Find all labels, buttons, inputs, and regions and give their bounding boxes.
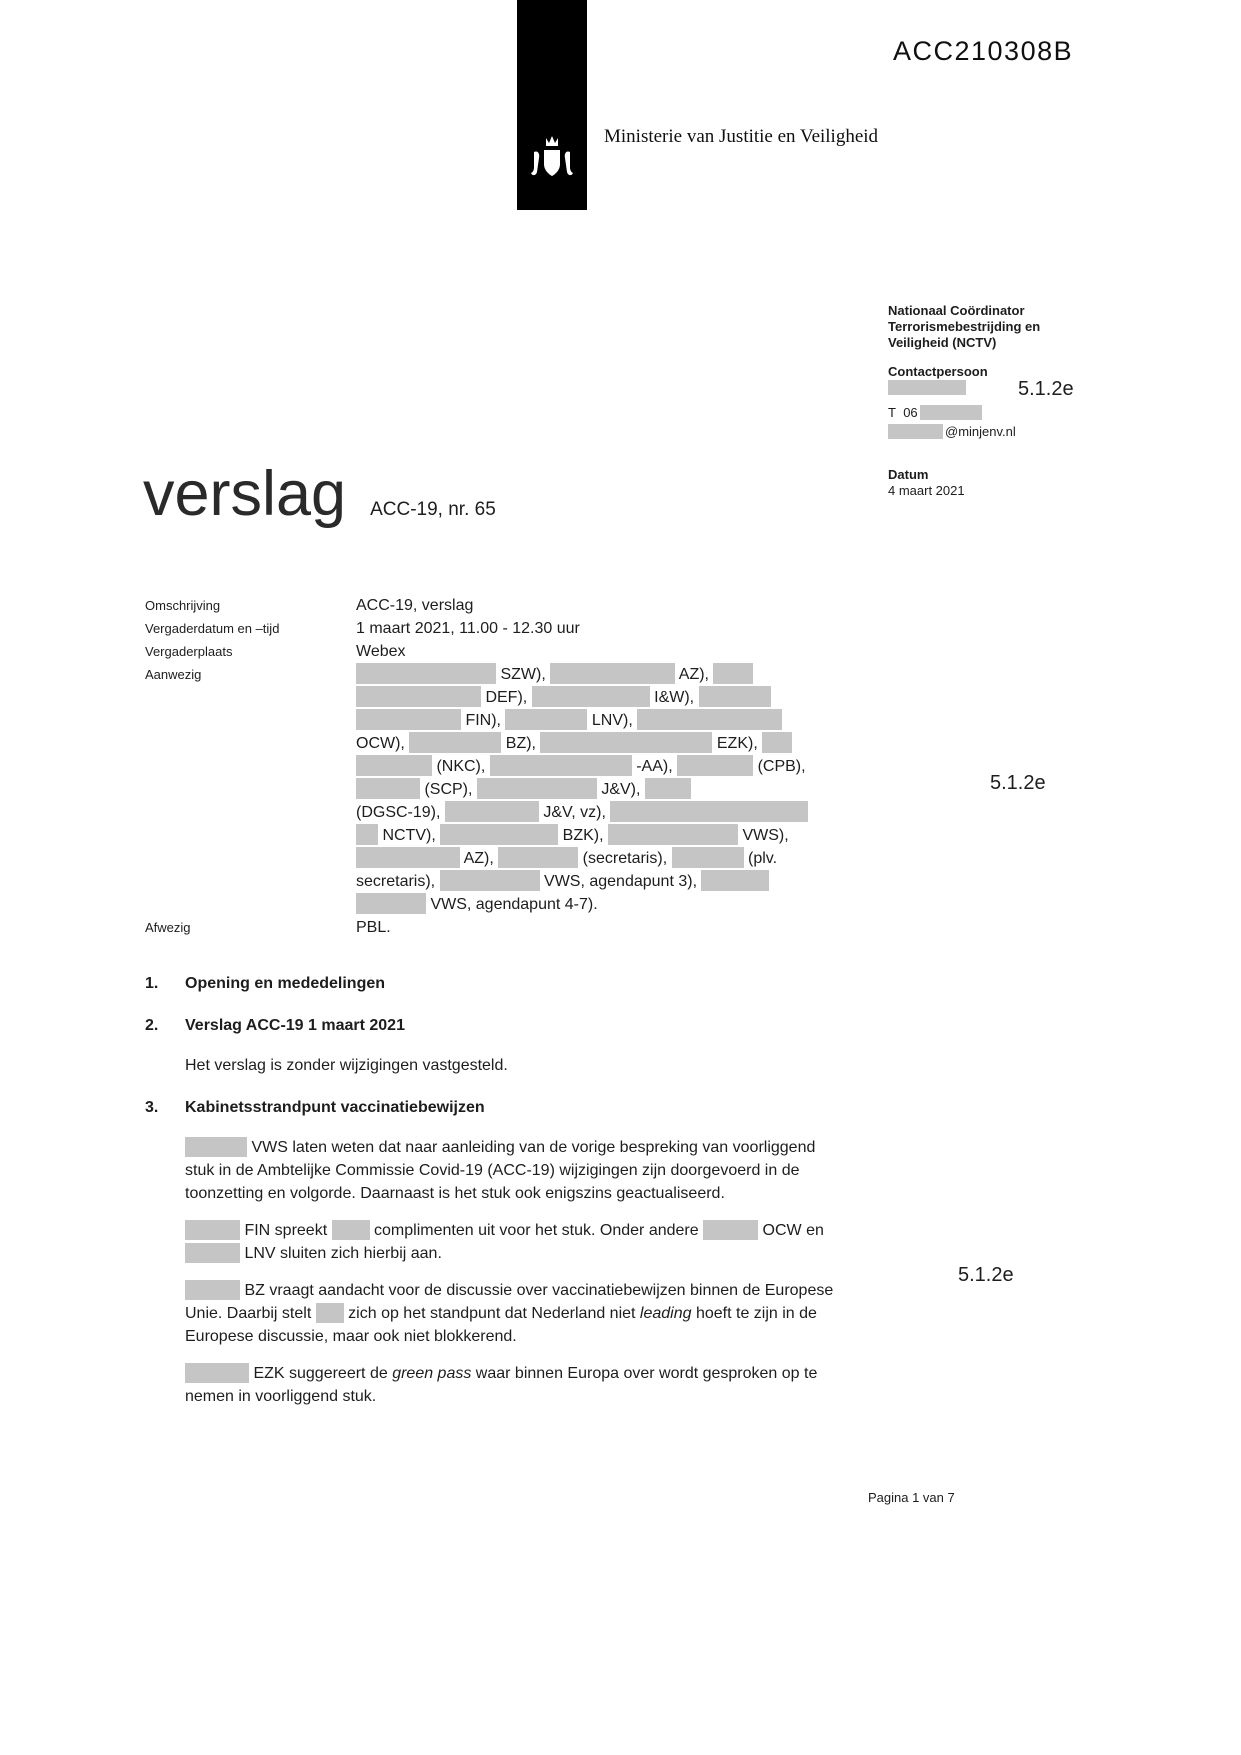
redaction-block: [356, 755, 432, 776]
attendee-line: FIN), LNV),: [356, 709, 845, 732]
meta-label: Vergaderdatum en –tijd: [145, 621, 280, 636]
attendee-line: SZW), AZ),: [356, 663, 845, 686]
paragraph: FIN spreekt complimenten uit voor het stuk. Onder andere OCW en LNV sluiten zich hierbij aan.: [185, 1219, 835, 1265]
section-title: Opening en mededelingen: [185, 975, 386, 992]
redaction-block: [645, 778, 691, 799]
ministry-name: Ministerie van Justitie en Veiligheid: [604, 126, 879, 147]
redaction-phone-number: [920, 405, 982, 420]
meta-block: [145, 594, 845, 939]
redaction-block: [762, 732, 792, 753]
meta-value: 1 maart 2021, 11.00 - 12.30 uur: [356, 620, 580, 637]
redaction-contact-name: [888, 380, 966, 395]
redaction-block: [356, 709, 461, 730]
disclosure-code: 5.1.2e: [958, 1264, 1014, 1286]
redaction-block: [185, 1220, 240, 1240]
paragraph: Het verslag is zonder wijzigingen vastgesteld.: [185, 1057, 508, 1074]
redaction-block: [490, 755, 632, 776]
section: [145, 1096, 835, 1408]
redaction-block: [332, 1220, 370, 1240]
contact-person-label: Contactpersoon: [888, 364, 988, 379]
redaction-block: [498, 847, 578, 868]
date-value: 4 maart 2021: [888, 483, 965, 498]
meta-label: Vergaderplaats: [145, 644, 233, 659]
section-number: 2.: [145, 1017, 159, 1034]
section: [145, 1014, 835, 1077]
disclosure-code: 5.1.2e: [990, 772, 1046, 794]
section: [145, 972, 835, 995]
rijksoverheid-logo-ribbon: [517, 0, 587, 210]
section-number: 1.: [145, 975, 159, 992]
redaction-block: [316, 1303, 344, 1323]
redaction-block: [185, 1280, 240, 1300]
attendee-line: DEF), I&W),: [356, 686, 845, 709]
paragraph: BZ vraagt aandacht voor de discussie over vaccinatiebewijzen binnen de Europese Unie. Daarbij stelt zich op het standpunt dat Nederland niet leading hoeft te zijn in de Europese discussie, maar ook niet blokkerend.: [185, 1282, 834, 1345]
emphasized-text: leading: [639, 1305, 692, 1322]
meta-value-afwezig: PBL.: [356, 919, 391, 936]
attendee-line: AZ), (secretaris), (plv.: [356, 847, 845, 870]
redaction-block: [356, 847, 460, 868]
attendee-line: VWS, agendapunt 4-7).: [356, 893, 845, 916]
attendee-line: (NKC), -AA), (CPB),: [356, 755, 845, 778]
attendee-line: (SCP), J&V),: [356, 778, 845, 801]
title-row: [143, 458, 496, 530]
date-label: Datum: [888, 467, 929, 482]
phone-number-prefix: 06: [903, 405, 918, 420]
sections: [145, 972, 835, 1427]
redaction-block: [356, 893, 426, 914]
redaction-block: [356, 778, 420, 799]
document-code: ACC210308B: [893, 36, 1074, 66]
paragraph: EZK suggereert de green pass waar binnen Europa over wordt gesproken op te nemen in voorliggend stuk.: [185, 1365, 818, 1405]
redaction-block: [540, 732, 712, 753]
redaction-block: [185, 1243, 240, 1263]
redaction-block: [672, 847, 744, 868]
redaction-block: [356, 686, 481, 707]
email-domain: @minjenv.nl: [945, 424, 1016, 439]
section-body: [185, 972, 835, 995]
attendee-line: (DGSC-19), J&V, vz),: [356, 801, 845, 824]
organisation-name: Nationaal Coördinator Terrorismebestrijding en Veiligheid (NCTV): [888, 303, 1041, 350]
section-number: 3.: [145, 1099, 159, 1116]
attendee-line: NCTV), BZK), VWS),: [356, 824, 845, 847]
phone-label: T: [888, 405, 896, 420]
meta-label: Omschrijving: [145, 598, 221, 613]
attendee-line: OCW), BZ), EZK),: [356, 732, 845, 755]
contact-panel: [888, 303, 1083, 499]
section-title: Kabinetsstrandpunt vaccinatiebewijzen: [185, 1099, 485, 1116]
disclosure-code: 5.1.2e: [1018, 378, 1074, 400]
redaction-block: [505, 709, 587, 730]
redaction-block: [185, 1137, 247, 1157]
redaction-block: [356, 663, 496, 684]
contact-phone: [888, 405, 1083, 421]
paragraph: VWS laten weten dat naar aanleiding van de vorige bespreking van voorliggend stuk in de Ambtelijke Commissie Covid-19 (ACC-19) wijzigingen zijn doorgevoerd in de toonzetting en volgorde. Daarnaast is het stuk ook enigszins geactualiseerd.: [185, 1139, 816, 1202]
redaction-block: [356, 824, 378, 845]
section-body: [185, 1096, 835, 1408]
redaction-block: [440, 870, 540, 891]
page-number: Pagina 1 van 7: [868, 1490, 955, 1505]
redaction-block: [610, 801, 808, 822]
section-title: Verslag ACC-19 1 maart 2021: [185, 1017, 405, 1034]
redaction-block: [532, 686, 650, 707]
attendee-line: secretaris), VWS, agendapunt 3),: [356, 870, 845, 893]
page-subtitle: ACC-19, nr. 65: [370, 499, 496, 520]
meta-value: Webex: [356, 643, 406, 660]
redaction-block: [699, 686, 771, 707]
emphasized-text: green pass: [392, 1365, 472, 1382]
meta-label-aanwezig: Aanwezig: [145, 667, 202, 682]
redaction-block: [608, 824, 738, 845]
meta-value: ACC-19, verslag: [356, 597, 474, 614]
redaction-email-name: [888, 424, 943, 439]
redaction-block: [703, 1220, 758, 1240]
redaction-block: [445, 801, 539, 822]
redaction-block: [701, 870, 769, 891]
redaction-block: [409, 732, 501, 753]
section-body: [185, 1014, 835, 1077]
redaction-block: [677, 755, 753, 776]
coat-of-arms-icon: [530, 132, 574, 190]
redaction-block: [440, 824, 558, 845]
redaction-block: [185, 1363, 249, 1383]
contact-email: [888, 424, 1083, 440]
redaction-block: [550, 663, 675, 684]
redaction-block: [637, 709, 782, 730]
page-title: verslag: [143, 459, 347, 529]
attendees-list: [356, 663, 845, 916]
redaction-block: [477, 778, 597, 799]
redaction-block: [713, 663, 753, 684]
meta-label-afwezig: Afwezig: [145, 920, 191, 935]
